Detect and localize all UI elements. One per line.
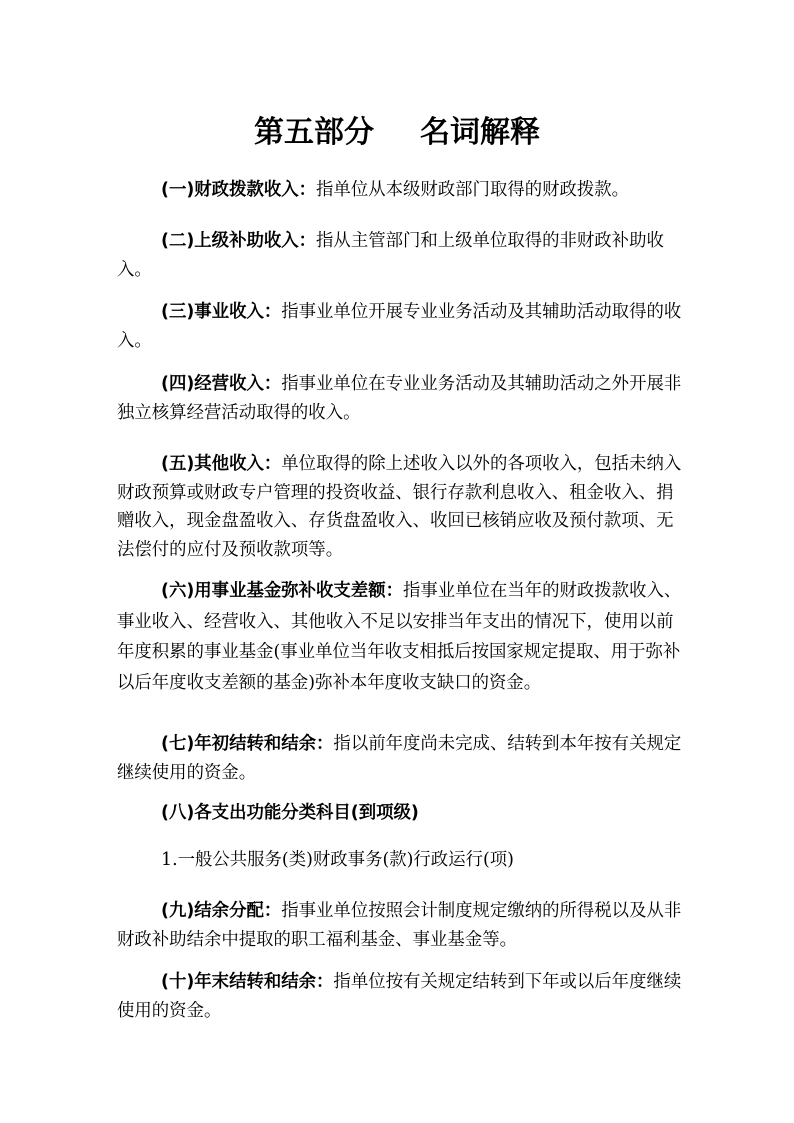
term-definition: 指事业单位在当年的财政拨款收入、事业收入、经营收入、其他收入不足以安排当年支出的情况下，使用以前年度积累的事业基金(事业单位当年收支相抵后按国家规定提取、用于弥补以后年度收支差额的基金)弥补本年度收支缺口的资金。 (117, 581, 682, 693)
term-label: (四)经营收入： (161, 374, 282, 394)
term-label: (一)财政拨款收入： (161, 180, 317, 200)
term-definition: 指事业单位按照会计制度规定缴纳的所得税以及从非财政补助结余中提取的职工福利基金、事业基金等。 (117, 901, 682, 950)
term-label: (八)各支出功能分类科目(到项级) (161, 803, 419, 823)
term-definition: 指从主管部门和上级单位取得的非财政补助收入。 (117, 231, 664, 280)
term-label: (九)结余分配： (161, 901, 282, 921)
sub-item: 1.一般公共服务(类)财政事务(款)行政运行(项) (161, 850, 514, 870)
term-paragraph (117, 576, 685, 698)
term-paragraph (117, 450, 683, 564)
term-definition: 单位取得的除上述收入以外的各项收入，包括未纳入财政预算或财政专户管理的投资收益、银行存款利息收入、租金收入、捐赠收入，现金盘盈收入、存货盘盈收入、收回已核销应收及预付款项、无法偿付的应付及预收款项等。 (117, 454, 682, 560)
term-paragraph (117, 227, 683, 284)
page-title (0, 113, 794, 153)
term-label: (七)年初结转和结余： (161, 734, 334, 754)
title-part-1: 第五部分 (254, 115, 374, 150)
term-definition: 指单位按有关规定结转到下年或以后年度继续使用的资金。 (117, 972, 682, 1021)
term-label: (六)用事业基金弥补收支差额： (161, 581, 403, 601)
term-paragraph (117, 730, 683, 787)
term-definition: 指以前年度尚未完成、结转到本年按有关规定继续使用的资金。 (117, 734, 682, 783)
term-label: (十)年末结转和结余： (161, 972, 334, 992)
term-label: (五)其他收入： (161, 454, 282, 474)
term-label: (二)上级补助收入： (161, 231, 317, 251)
term-paragraph (117, 799, 683, 828)
term-label: (三)事业收入： (161, 302, 282, 322)
term-paragraph (117, 897, 683, 954)
term-definition: 指事业单位在专业业务活动及其辅助活动之外开展非独立核算经营活动取得的收入。 (117, 374, 682, 423)
title-part-2: 名词解释 (420, 115, 540, 150)
term-paragraph (117, 968, 683, 1025)
term-definition: 指事业单位开展专业业务活动及其辅助活动取得的收入。 (117, 302, 682, 351)
term-definition: 指单位从本级财政部门取得的财政拨款。 (316, 180, 630, 200)
term-paragraph (117, 370, 683, 427)
term-paragraph (117, 298, 683, 355)
term-paragraph (117, 176, 683, 205)
